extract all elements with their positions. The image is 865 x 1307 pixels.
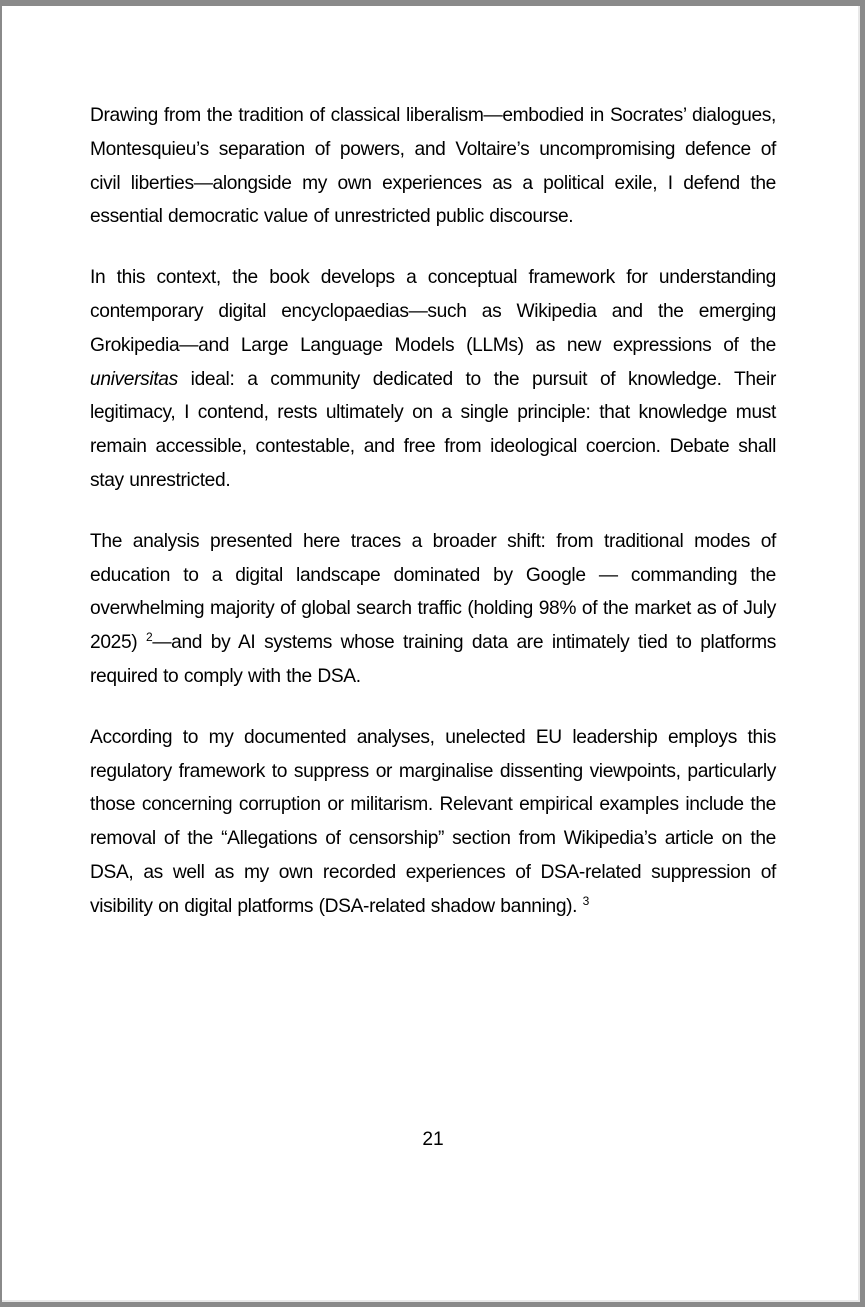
paragraph-4	[90, 721, 776, 924]
paragraph-3	[90, 525, 776, 694]
document-page	[2, 6, 860, 1302]
footnote-reference[interactable]: 3	[582, 893, 589, 908]
paragraph-text: Drawing from the tradition of classical liberalism—embodied in Socrates’ dialogues, Montesquieu’s separation of powers, and Voltaire’s uncompromising defence of civil liberties—alongside my own experiences as a political exile, I defend the essential democratic value of unrestricted public discourse.	[90, 105, 776, 228]
footnote-reference[interactable]: 2	[146, 630, 153, 645]
paragraph-text: The analysis presented here traces a broader shift: from traditional modes of education to a digital landscape dominated by Google — commanding the overwhelming majority of global search traffic (holding 98% of the market as of July 2025)	[90, 530, 776, 654]
italic-term: universitas	[90, 368, 178, 390]
paragraph-text: ideal: a community dedicated to the pursuit of knowledge. Their legitimacy, I contend, rests ultimately on a single principle: that knowledge must remain accessible, contestable, and free from ideological coercion. Debate shall stay unrestricted.	[90, 368, 776, 491]
page-body	[90, 99, 776, 951]
paragraph-text: In this context, the book develops a conceptual framework for understanding contemporary digital encyclopaedias—such as Wikipedia and the emerging Grokipedia—and Large Language Models (LLMs) as new expressions of the	[90, 267, 776, 356]
paragraph-1	[90, 99, 776, 234]
page-number: 21	[422, 1129, 444, 1150]
paragraph-text: According to my documented analyses, unelected EU leadership employs this regulatory framework to suppress or marginalise dissenting viewpoints, particularly those concerning corruption or militarism. Relevant empirical examples include the removal of the “Allegations of censorship” section from Wikipedia’s article on the DSA, as well as my own recorded experiences of DSA-related suppression of visibility on digital platforms (DSA-related shadow banning).	[90, 726, 776, 917]
paragraph-2	[90, 261, 776, 498]
paragraph-text: —and by AI systems whose training data are intimately tied to platforms required to comply with the DSA.	[90, 632, 776, 687]
